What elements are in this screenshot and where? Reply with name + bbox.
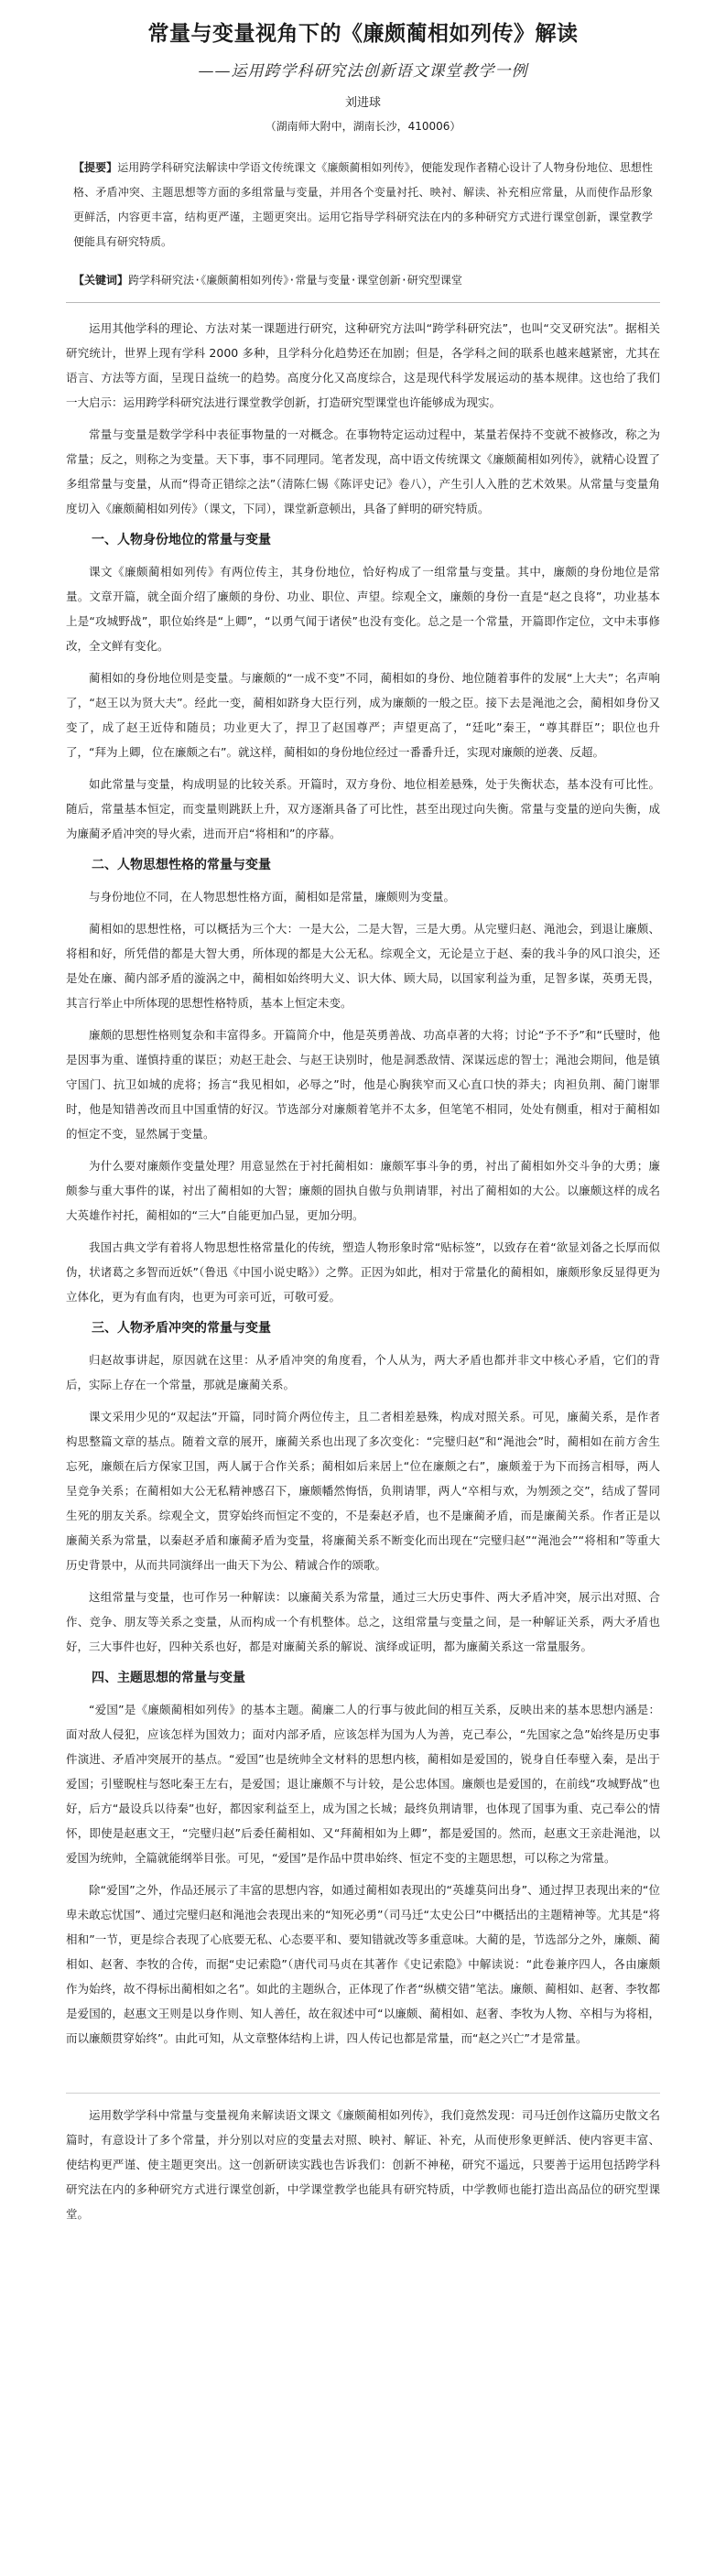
- section-heading: 二、人物思想性格的常量与变量: [92, 858, 271, 872]
- paragraph: 这组常量与变量，也可作另一种解读：以廉蔺关系为常量，通过三大历史事件、两大矛盾冲突，展示出对照、合作、竞争、朋友等关系之变量，从而构成一个有机整体。总之，这组常量与变量之间，是一种解证关系，两大矛盾也好，三大事件也好，四种关系也好，都是对廉蔺关系的解说、演绎或证明，都为廉蔺关系这一常量服务。: [66, 1590, 660, 1653]
- paragraph: 为什么要对廉颇作变量处理？用意显然在于衬托蔺相如：廉颇军事斗争的勇，衬出了蔺相如外交斗争的大勇；廉颇参与重大事件的谋，衬出了蔺相如的大智；廉颇的固执自傲与负荆请罪，衬出了蔺相如的大公。以廉颇这样的成名大英雄作衬托，蔺相如的“三大”自能更加凸显，更加分明。: [66, 1159, 660, 1222]
- keywords-label: 【关键词】: [73, 274, 129, 287]
- abstract-label: 【提要】: [73, 161, 118, 174]
- article-title: 常量与变量视角下的《廉颇蔺相如列传》解读: [147, 22, 579, 46]
- spacer: [66, 2058, 660, 2093]
- section-identity: [66, 528, 660, 846]
- header-divider: [66, 302, 660, 303]
- article-subtitle: ——运用跨学科研究法创新语文课堂教学一例: [198, 62, 528, 81]
- conclusion-divider: [66, 2093, 660, 2094]
- section-theme: [66, 1666, 660, 2051]
- paragraph: 与身份地位不同，在人物思想性格方面，蔺相如是常量，廉颇则为变量。: [89, 890, 456, 904]
- section-heading: 一、人物身份地位的常量与变量: [92, 533, 271, 547]
- author-affiliation: （湖南师大附中，湖南长沙，410006）: [265, 120, 461, 133]
- paragraph: 如此常量与变量，构成明显的比较关系。开篇时，双方身份、地位相差悬殊，处于失衡状态，基本没有可比性。随后，常量基本恒定，而变量则跳跃上升，双方逐渐具备了可比性，甚至出现过向失衡。常量与变量的逆向失衡，成为廉蔺矛盾冲突的导火索，进而开启“将相和”的序幕。: [66, 777, 660, 840]
- abstract-text: 运用跨学科研究法解读中学语文传统课文《廉颇蔺相如列传》，便能发现作者精心设计了人物身份地位、思想性格、矛盾冲突、主题思想等方面的多组常量与变量，并用各个变量衬托、映衬、解读、补充相应常量，从而使作品形象更鲜活，内容更丰富，结构更严谨，主题更突出。运用它指导学科研究法在内的多种研究方式进行课堂创新，课堂教学便能具有研究特质。: [73, 161, 653, 248]
- abstract: [73, 156, 653, 254]
- keywords: [73, 269, 653, 291]
- section-heading: 三、人物矛盾冲突的常量与变量: [92, 1321, 271, 1336]
- paragraph: 除“爱国”之外，作品还展示了丰富的思想内容，如通过蔺相如表现出的“英雄莫问出身”、通过捍卫表现出来的“位卑未敢忘忧国”、通过完璧归赵和渑池会表现出来的“知死必勇”（司马迁“太史公曰”中概括出的主题精神等。尤其是“将相和”一节，更是综合表现了心底要无私、心态要平和、要知错就改等多重意味。大蔺的是，节选部分之外，廉颇、蔺相如、赵奢、李牧的合传，而据“史记索隐”（唐代司马贞在其著作《史记索隐》中解读说：“此卷兼序四人，各由廉颇作为始终，故不得标出蔺相如之名”。如此的主题纵合，正体现了作者“纵横交错”笔法。廉颇、蔺相如、赵奢、李牧都是爱国的，赵惠文王则是以身作则、知人善任，故在叙述中可“以廉颇、蔺相如、赵奢、李牧为人物、卒相与为将相，而以廉颇贯穿始终”。由此可知，从文章整体结构上讲，四人传记也都是常量，而“赵之兴亡”才是常量。: [66, 1883, 660, 2045]
- paragraph: 蔺相如的身份地位则是变量。与廉颇的“一成不变”不同，蔺相如的身份、地位随着事件的发展“上大夫”；名声响了，“赵王以为贤大夫”。经此一变，蔺相如跻身大臣行列，成为廉颇的一般之臣。接下去是渑池之会，蔺相如身份又变了，成了赵王近侍和随员；功业更大了，捍卫了赵国尊严；声望更高了，“廷叱”秦王，“尊其群臣”；职位也升了，“拜为上卿，位在廉颇之右”。就这样，蔺相如的身份地位经过一番番升迁，实现对廉颇的逆袭、反超。: [66, 671, 660, 759]
- paragraph: 廉颇的思想性格则复杂和丰富得多。开篇简介中，他是英勇善战、功高卓著的大将；讨论“予不予”和“氏璧时，他是因事为重、谨慎持重的谋臣；劝赵王赴会、与赵王诀别时，他是洞悉敌情、深谋远虑的智士；渑池会期间，他是镇守国门、抗卫如城的虎将；扬言“我见相如，必辱之”时，他是心胸狭窄而又心直口快的莽夫；肉袒负荆、蔺门谢罪时，他是知错善改而且中国重情的好汉。节选部分对廉颇着笔并不太多，但笔笔不相同，处处有侧重，相对于蔺相如的恒定不变，显然属于变量。: [66, 1028, 660, 1141]
- conclusion-paragraph: 运用数学学科中常量与变量视角来解读语文课文《廉颇蔺相如列传》，我们竟然发现：司马迁创作这篇历史散文名篇时，有意设计了多个常量，并分别以对应的变量去对照、映衬、解证、补充，从而使形象更鲜活、使内容更丰富、使结构更严谨、使主题更突出。这一创新研读实践也告诉我们：创新不神秘，研究不遥远，只要善于运用包括跨学科研究法在内的多种研究方式进行课堂创新，中学课堂教学也能具有研究特质，中学教师也能打造出高品位的研究型课堂。: [66, 2108, 660, 2221]
- section-conclusion: [66, 2103, 660, 2226]
- paragraph: 运用其他学科的理论、方法对某一课题进行研究，这种研究方法叫“跨学科研究法”，也叫“交叉研究法”。据相关研究统计，世界上现有学科 2000 多种，且学科分化趋势还在加剧；但是，各学科之间的联系也越来越紧密，尤其在语言、方法等方面，呈现日益统一的趋势。高度分化又高度综合，这是现代科学发展运动的基本规律。这也给了我们一大启示：运用跨学科研究法进行课堂教学创新，打造研究型课堂也许能够成为现实。: [66, 321, 660, 409]
- paragraph: 课文《廉颇蔺相如列传》有两位传主，其身份地位，恰好构成了一组常量与变量。其中，廉颇的身份地位是常量。文章开篇，就全面介绍了廉颇的身份、功业、职位、声望。综观全文，廉颇的身份一直是“赵之良将”，功业基本上是“攻城野战”，职位始终是“上卿”，“以勇气闻于诸侯”也没有变化。总之是一个常量，开篇即作定位，文中未事修改，全文鲜有变化。: [66, 565, 660, 653]
- section-intro: [66, 316, 660, 521]
- paragraph: 归赵故事讲起，原因就在这里：从矛盾冲突的角度看，个人从为，两大矛盾也都并非文中核心矛盾，它们的背后，实际上存在一个常量，那就是廉蔺关系。: [66, 1353, 660, 1391]
- section-conflict: [66, 1316, 660, 1659]
- author-name: 刘进球: [344, 96, 381, 110]
- section-character: [66, 853, 660, 1309]
- paragraph: 课文采用少见的“双起法”开篇，同时简介两位传主，且二者相差悬殊，构成对照关系。可见，廉蔺关系，是作者构思整篇文章的基点。随着文章的展开，廉蔺关系也出现了多次变化：“完璧归赵”和“渑池会”时，蔺相如在前方舍生忘死，廉颇在后方保家卫国，两人属于合作关系；蔺相如后来居上“位在廉颇之右”，廉颇羞于为下而扬言相辱，两人呈竞争关系；在蔺相如大公无私精神感召下，廉颇幡然悔悟，负荆请罪，两人“卒相与欢，为刎颈之交”，结成了誓同生死的朋友关系。综观全文，贯穿始终而恒定不变的，不是秦赵矛盾，也不是廉蔺矛盾，而是廉蔺关系。作者正是以廉蔺关系为常量，以秦赵矛盾和廉蔺矛盾为变量，将廉蔺关系不断变化而出现在“完璧归赵”“渑池会”“将相和”等重大历史背景中，从而共同演绎出一曲天下为公、精诚合作的颂歌。: [66, 1410, 660, 1572]
- paragraph: 我国古典文学有着将人物思想性格常量化的传统，塑造人物形象时常“贴标签”，以致存在着“欲显刘备之长厚而似伪，状诸葛之多智而近妖”（鲁迅《中国小说史略》）之弊。正因为如此，相对于常量化的蔺相如，廉颇形象反显得更为立体化，更为有血有肉，也更为可亲可近，可敬可爱。: [66, 1240, 660, 1304]
- keywords-text: 跨学科研究法·《廉颇蔺相如列传》·常量与变量·课堂创新·研究型课堂: [128, 274, 462, 287]
- paragraph: 蔺相如的思想性格，可以概括为三个大：一是大公，二是大智，三是大勇。从完璧归赵、渑池会，到退让廉颇、将相和好，所凭借的都是大智大勇，所体现的都是大公无私。综观全文，无论是立于赵、秦的我斗争的风口浪尖，还是处在廉、蔺内部矛盾的漩涡之中，蔺相如始终明大义、识大体、顾大局，以国家利益为重，足智多谋，英勇无畏，其言行举止中所体现的思想性格特质，基本上恒定未变。: [66, 922, 660, 1010]
- paragraph: “爱国”是《廉颇蔺相如列传》的基本主题。蔺廉二人的行事与彼此间的相互关系，反映出来的基本思想内涵是：面对敌人侵犯，应该怎样为国效力；面对内部矛盾，应该怎样为国为人为善，克己奉公，“先国家之急”始终是历史事件演进、矛盾冲突展开的基点。“爱国”也是统帅全文材料的思想内核，蔺相如是爱国的，锐身自任奉璧入秦，是出于爱国；引璧睨柱与怒叱秦王左右，是爱国；退让廉颇不与计较，是公忠体国。廉颇也是爱国的，在前线“攻城野战”也好，后方“最设兵以待秦”也好，都因家利益至上，成为国之长城；最终负荆请罪，也体现了国事为重、克己奉公的情怀，即使是赵惠文王，“完璧归赵”后委任蔺相如、又“拜蔺相如为上卿”，都是爱国的。然而，赵惠文王亲赴渑池，以爱国为统帅，全篇就能纲举目张。可见，“爱国”是作品中贯串始终、恒定不变的主题思想，可以称之为常量。: [66, 1703, 660, 1865]
- article-body: [66, 316, 660, 2226]
- paragraph: 常量与变量是数学学科中表征事物量的一对概念。在事物特定运动过程中，某量若保持不变就不被修改，称之为常量；反之，则称之为变量。天下事，事不同理同。笔者发现，高中语文传统课文《廉颇蔺相如列传》，就精心设置了多组常量与变量，从而“得奇正错综之法”（清陈仁锡《陈评史记》卷八），产生引人入胜的艺术效果。从常量与变量角度切入《廉颇蔺相如列传》（课文，下同），课堂新意顿出，具备了鲜明的研究特质。: [66, 428, 660, 515]
- section-heading: 四、主题思想的常量与变量: [92, 1671, 245, 1685]
